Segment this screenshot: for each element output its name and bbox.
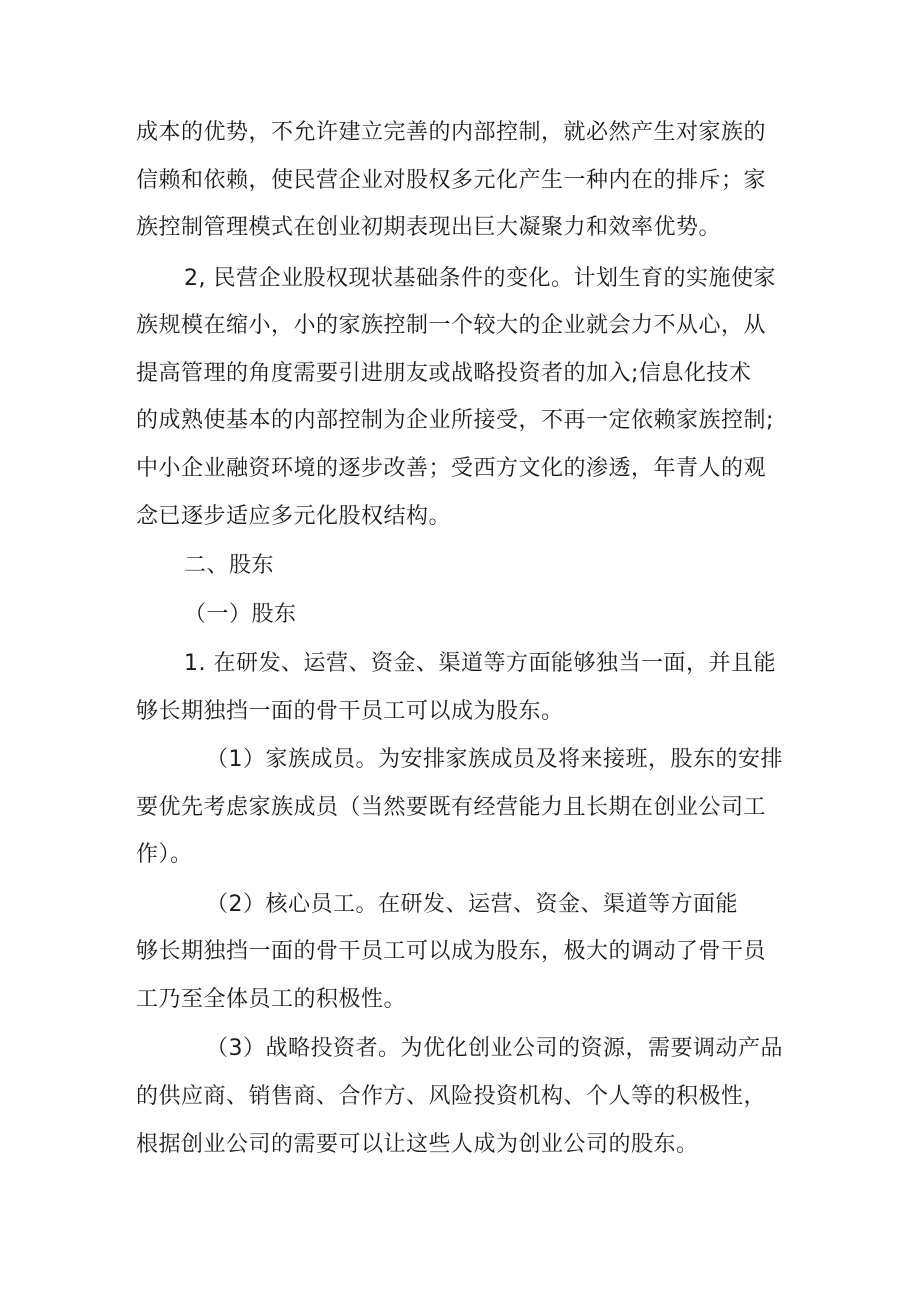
body-text-line: 作）。 <box>136 842 193 867</box>
body-text-line: 工乃至全体员工的积极性。 <box>136 987 407 1012</box>
section-heading: 二、股东 <box>184 553 275 578</box>
body-text-line: 提高管理的角度需要引进朋友或战略投资者的加入;信息化技术 <box>136 361 752 386</box>
body-text-line: 够长期独挡一面的骨干员工可以成为股东，极大的调动了骨干员 <box>136 939 767 964</box>
paragraph-first-line: 1. 在研发、运营、资金、渠道等方面能够独当一面，并且能 <box>184 651 776 676</box>
subsection-heading: （一）股东 <box>184 602 297 627</box>
body-text-line: 族规模在缩小，小的家族控制一个较大的企业就会力不从心，从 <box>136 313 767 338</box>
body-text-line: 要优先考虑家族成员（当然要既有经营能力且长期在创业公司工 <box>136 795 767 820</box>
body-text-line: 的成熟使基本的内部控制为企业所接受，不再一定依赖家族控制; <box>136 408 774 433</box>
paragraph-first-line: （1）家族成员。为安排家族成员及将来接班，股东的安排 <box>206 747 783 772</box>
body-text-line: 的供应商、销售商、合作方、风险投资机构、个人等的积极性， <box>136 1084 767 1109</box>
paragraph-first-line: （3）战略投资者。为优化创业公司的资源，需要调动产品 <box>206 1036 783 1061</box>
paragraph-first-line: （2）核心员工。在研发、运营、资金、渠道等方面能 <box>206 892 738 917</box>
body-text-line: 族控制管理模式在创业初期表现出巨大凝聚力和效率优势。 <box>136 215 722 240</box>
body-text-line: 念已逐步适应多元化股权结构。 <box>136 504 452 529</box>
paragraph-first-line: 2, 民营企业股权现状基础条件的变化。计划生育的实施使家 <box>184 266 776 291</box>
body-text-line: 根据创业公司的需要可以让这些人成为创业公司的股东。 <box>136 1132 699 1157</box>
body-text-line: 中小企业融资环境的逐步改善；受西方文化的渗透，年青人的观 <box>136 456 767 481</box>
body-text-line: 信赖和依赖，使民营企业对股权多元化产生一种内在的排斥；家 <box>136 168 767 193</box>
body-text-line: 成本的优势，不允许建立完善的内部控制，就必然产生对家族的 <box>136 120 767 145</box>
body-text-line: 够长期独挡一面的骨干员工可以成为股东。 <box>136 699 564 724</box>
